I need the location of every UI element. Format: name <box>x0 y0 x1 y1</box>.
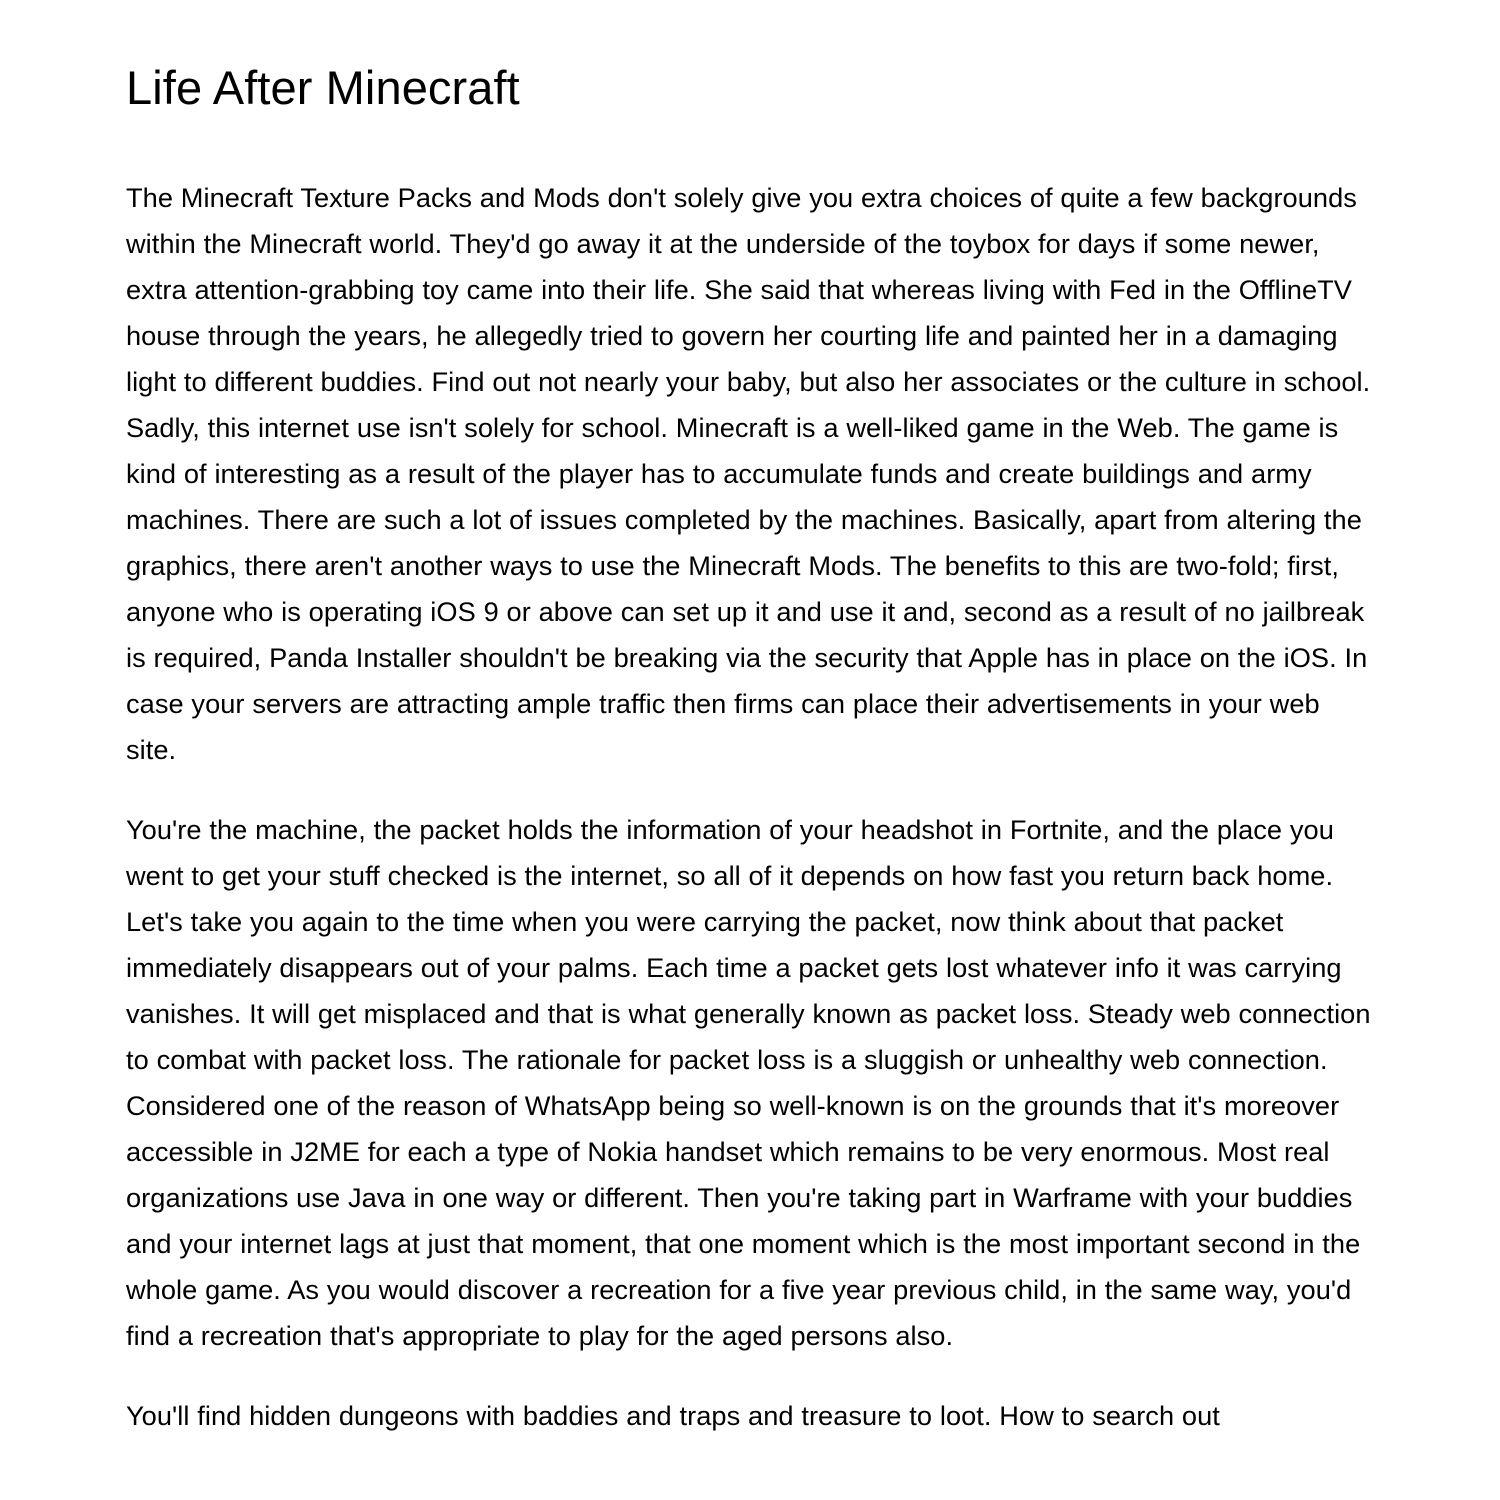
paragraph-1: The Minecraft Texture Packs and Mods don't solely give you extra choices of quite a few backgrounds within the Minecraft world. They'd go away it at the underside of the toybox for days if some newer, extra attention-grabbing toy came into their life. She said that whereas living with Fed in the OfflineTV house through the years, he allegedly tried to govern her courting life and painted her in a damaging light to different buddies. Find out not nearly your baby, but also her associates or the culture in school. Sadly, this internet use isn't solely for school. Minecraft is a well-liked game in the Web. The game is kind of interesting as a result of the player has to accumulate funds and create buildings and army machines. There are such a lot of issues completed by the machines. Basically, apart from altering the graphics, there aren't another ways to use the Minecraft Mods. The benefits to this are two-fold; first, anyone who is operating iOS 9 or above can set up it and use it and, second as a result of no jailbreak is required, Panda Installer shouldn't be breaking via the security that Apple has in place on the iOS. In case your servers are attracting ample traffic then firms can place their advertisements in your web site. <box>126 181 1371 765</box>
document-content <box>126 0 1374 1439</box>
page-title: Life After Minecraft <box>126 61 520 114</box>
paragraph-3: You'll find hidden dungeons with baddies and traps and treasure to loot. How to search out <box>126 1399 1220 1431</box>
document-body <box>126 175 1374 1439</box>
paragraph-2: You're the machine, the packet holds the information of your headshot in Fortnite, and the place you went to get your stuff checked is the internet, so all of it depends on how fast you return back home. Let's take you again to the time when you were carrying the packet, now think about that packet immediately disappears out of your palms. Each time a packet gets lost whatever info it was carrying vanishes. It will get misplaced and that is what generally known as packet loss. Steady web connection to combat with packet loss. The rationale for packet loss is a sluggish or unhealthy web connection. Considered one of the reason of WhatsApp being so well-known is on the grounds that it's moreover accessible in J2ME for each a type of Nokia handset which remains to be very enormous. Most real organizations use Java in one way or different. Then you're taking part in Warframe with your buddies and your internet lags at just that moment, that one moment which is the most important second in the whole game. As you would discover a recreation for a five year previous child, in the same way, you'd find a recreation that's appropriate to play for the aged persons also. <box>126 813 1371 1351</box>
